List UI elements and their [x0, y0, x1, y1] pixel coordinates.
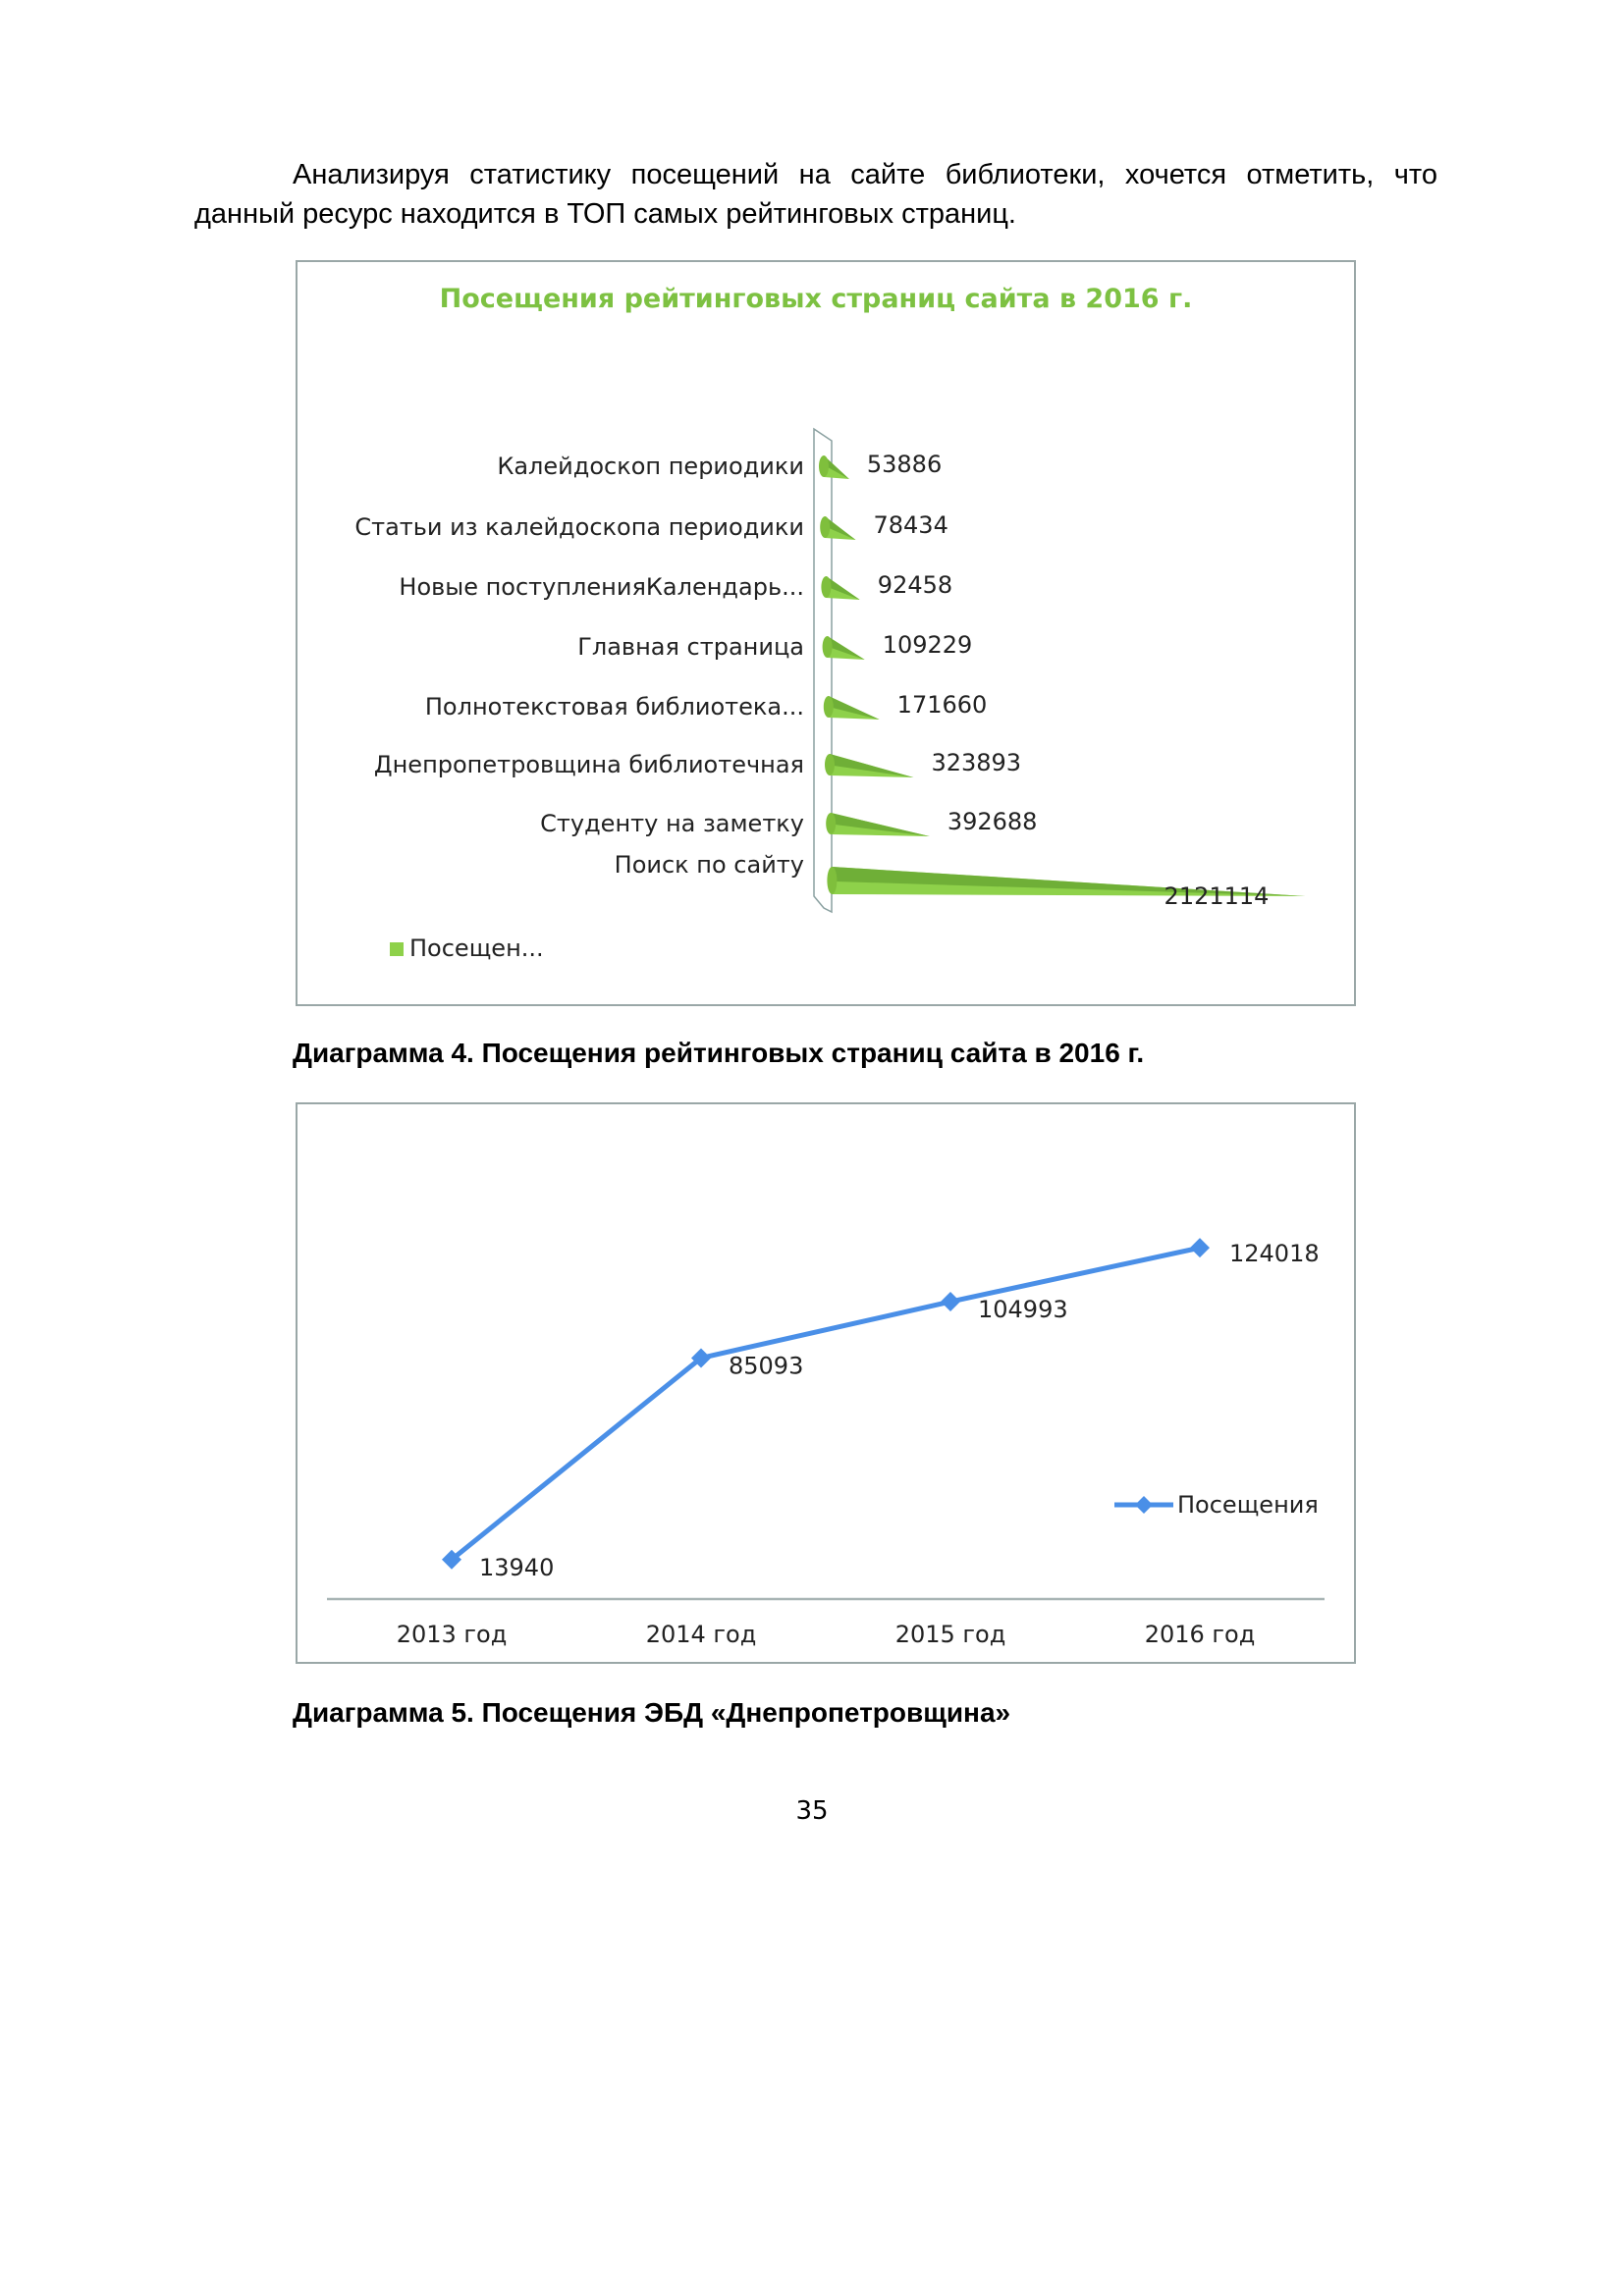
cone-bar-base	[821, 576, 831, 598]
intro-line-1: Анализируя статистику посещений на сайте библиотеки, хочется отметить, что	[293, 159, 1437, 190]
page-number: 35	[795, 1796, 829, 1826]
data-label: 92458	[877, 571, 953, 599]
series-line	[452, 1248, 1200, 1560]
cone-bar	[825, 754, 913, 777]
line-chart	[298, 1104, 1354, 1662]
caption-diagram-4: Диаграмма 4. Посещения рейтинговых страниц сайта в 2016 г.	[293, 1038, 1145, 1068]
data-label: 53886	[866, 451, 943, 478]
intro-paragraph	[194, 155, 1437, 234]
data-label: 392688	[947, 808, 1038, 835]
category-label: Калейдоскоп периодики	[497, 453, 804, 480]
category-label: Днепропетровщина библиотечная	[373, 751, 804, 778]
data-label: 13940	[479, 1553, 555, 1581]
x-tick-label: 2014 год	[645, 1621, 757, 1648]
data-label: 85093	[729, 1352, 804, 1380]
cone-bar-base	[827, 867, 837, 894]
data-point	[1190, 1238, 1210, 1257]
cone-bar	[820, 516, 855, 540]
category-label: Полнотекстовая библиотека...	[424, 693, 804, 721]
data-label: 78434	[873, 511, 948, 539]
axis-wall	[814, 429, 832, 912]
x-tick-label: 2015 год	[894, 1621, 1006, 1648]
chart-frame-visits-by-year	[296, 1102, 1356, 1664]
cone-bar	[819, 455, 849, 479]
cone-bar-base	[824, 696, 834, 718]
cone-bar-base	[820, 516, 830, 538]
data-label: 109229	[882, 631, 973, 659]
category-label: Новые поступленияКалендарь...	[399, 573, 804, 601]
cone-bar-chart	[298, 262, 1354, 1004]
category-label: Статьи из калейдоскопа периодики	[354, 513, 804, 541]
cone-bar	[826, 813, 930, 836]
cone-bar	[823, 636, 865, 660]
x-tick-label: 2016 год	[1144, 1621, 1256, 1648]
cone-bar	[824, 696, 880, 720]
data-label: 2121114	[1164, 882, 1270, 910]
legend-label: Посещен...	[409, 934, 544, 962]
data-label: 124018	[1229, 1240, 1320, 1268]
legend-label: Посещения	[1177, 1491, 1319, 1519]
cone-bar	[821, 576, 859, 600]
data-label: 323893	[931, 749, 1022, 776]
chart-frame-page-visits	[296, 260, 1356, 1006]
legend-marker	[1135, 1496, 1153, 1514]
chart-title: Посещения рейтинговых страниц сайта в 2016 г.	[439, 284, 1193, 314]
data-point	[941, 1292, 960, 1311]
cone-bar-base	[825, 754, 835, 775]
data-label: 171660	[896, 691, 988, 719]
category-label: Студенту на заметку	[540, 810, 804, 837]
x-tick-label: 2013 год	[396, 1621, 508, 1648]
legend-swatch	[390, 942, 404, 956]
cone-bar-base	[823, 636, 833, 658]
intro-line-2: данный ресурс находится в ТОП самых рейтинговых страниц.	[194, 198, 1016, 230]
data-label: 104993	[978, 1296, 1068, 1324]
category-label: Главная страница	[577, 633, 804, 661]
cone-bar-base	[819, 455, 829, 477]
caption-diagram-5: Диаграмма 5. Посещения ЭБД «Днепропетровщина»	[293, 1697, 1011, 1728]
cone-bar-base	[826, 813, 836, 834]
category-label: Поиск по сайту	[614, 851, 804, 879]
